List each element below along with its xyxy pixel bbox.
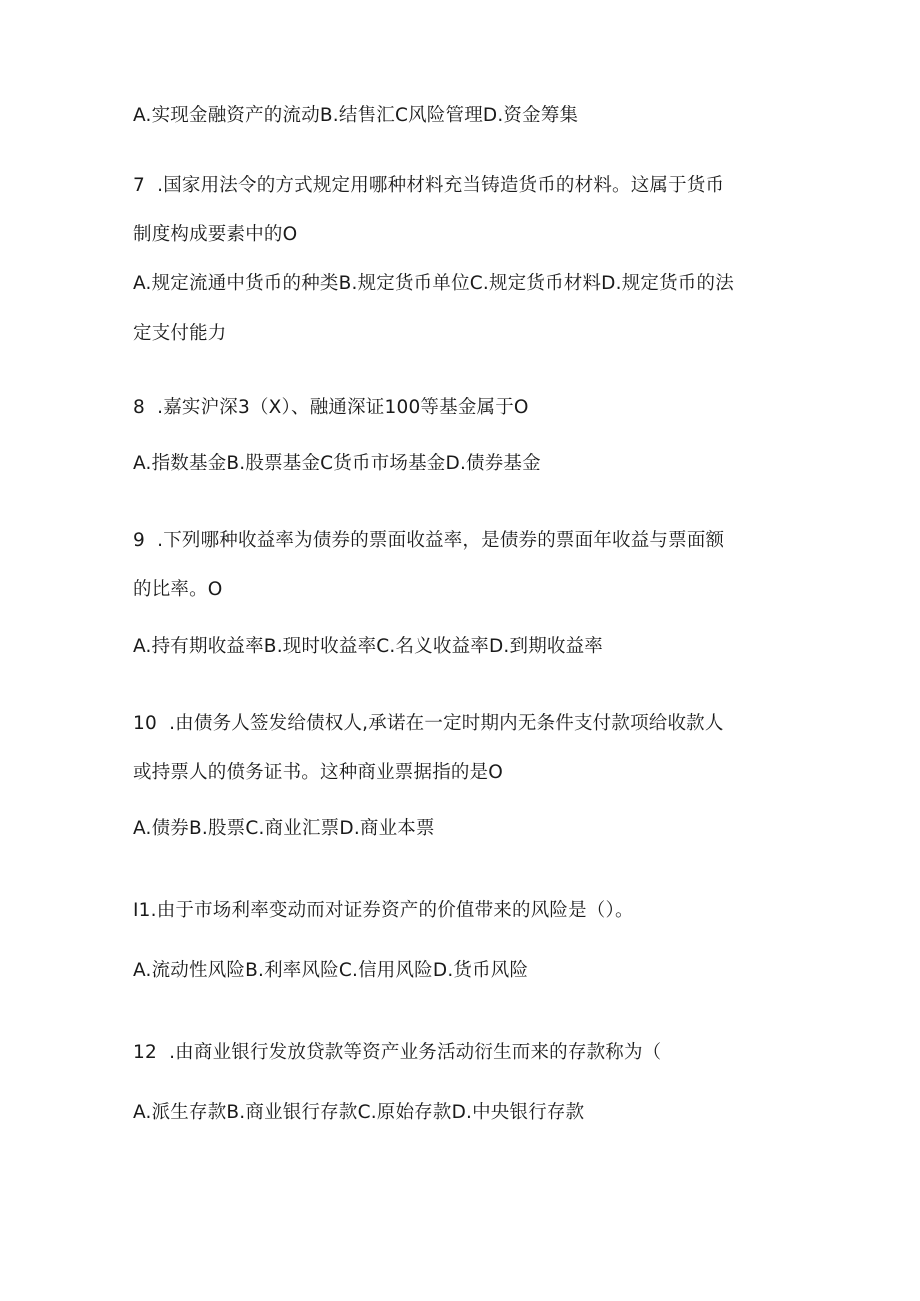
q10-options: A.债券B.股票C.商业汇票D.商业本票	[133, 818, 435, 839]
q8-options: A.指数基金B.股票基金C货币市场基金D.债券基金	[133, 453, 541, 474]
q9-stem-line1: 9 .下列哪种收益率为债券的票面收益率，是债券的票面年收益与票面额	[133, 530, 725, 551]
q9-options: A.持有期收益率B.现时收益率C.名义收益率D.到期收益率	[133, 636, 604, 657]
q10-stem-line2: 或持票人的偾务证书。这种商业票据指的是O	[133, 762, 504, 783]
q9-stem-line2: 的比率。O	[133, 579, 223, 600]
q7-options-line2: 定支付能力	[133, 323, 227, 344]
q7-options-line1: A.规定流通中货币的种类B.规定货币单位C.规定货币材料D.规定货币的法	[133, 273, 734, 294]
q11-stem: I1.由于市场利率变动而对证券资产的价值带来的风险是（）。	[133, 900, 634, 921]
q8-stem: 8 .嘉实沪深3（X）、融通深证100等基金属于O	[133, 397, 529, 418]
q12-options: A.派生存款B.商业银行存款C.原始存款D.中央银行存款	[133, 1102, 585, 1123]
q11-options: A.流动性风险B.利率风险C.信用风险D.货币风险	[133, 960, 529, 981]
q6-options: A.实现金融资产的流动B.结售汇C风险管理D.资金筹集	[133, 105, 579, 126]
q12-stem: 12 .由商业银行发放贷款等资产业务活动衍生而来的存款称为（	[133, 1042, 662, 1063]
q7-stem-line1: 7 .国家用法令的方式规定用哪种材料充当铸造货币的材料。这属于货币	[133, 175, 725, 196]
q7-stem-line2: 制度构成要素中的O	[133, 224, 298, 245]
q10-stem-line1: 10 .由债务人签发给债权人,承诺在一定时期内无条件支付款项给收款人	[133, 713, 724, 734]
